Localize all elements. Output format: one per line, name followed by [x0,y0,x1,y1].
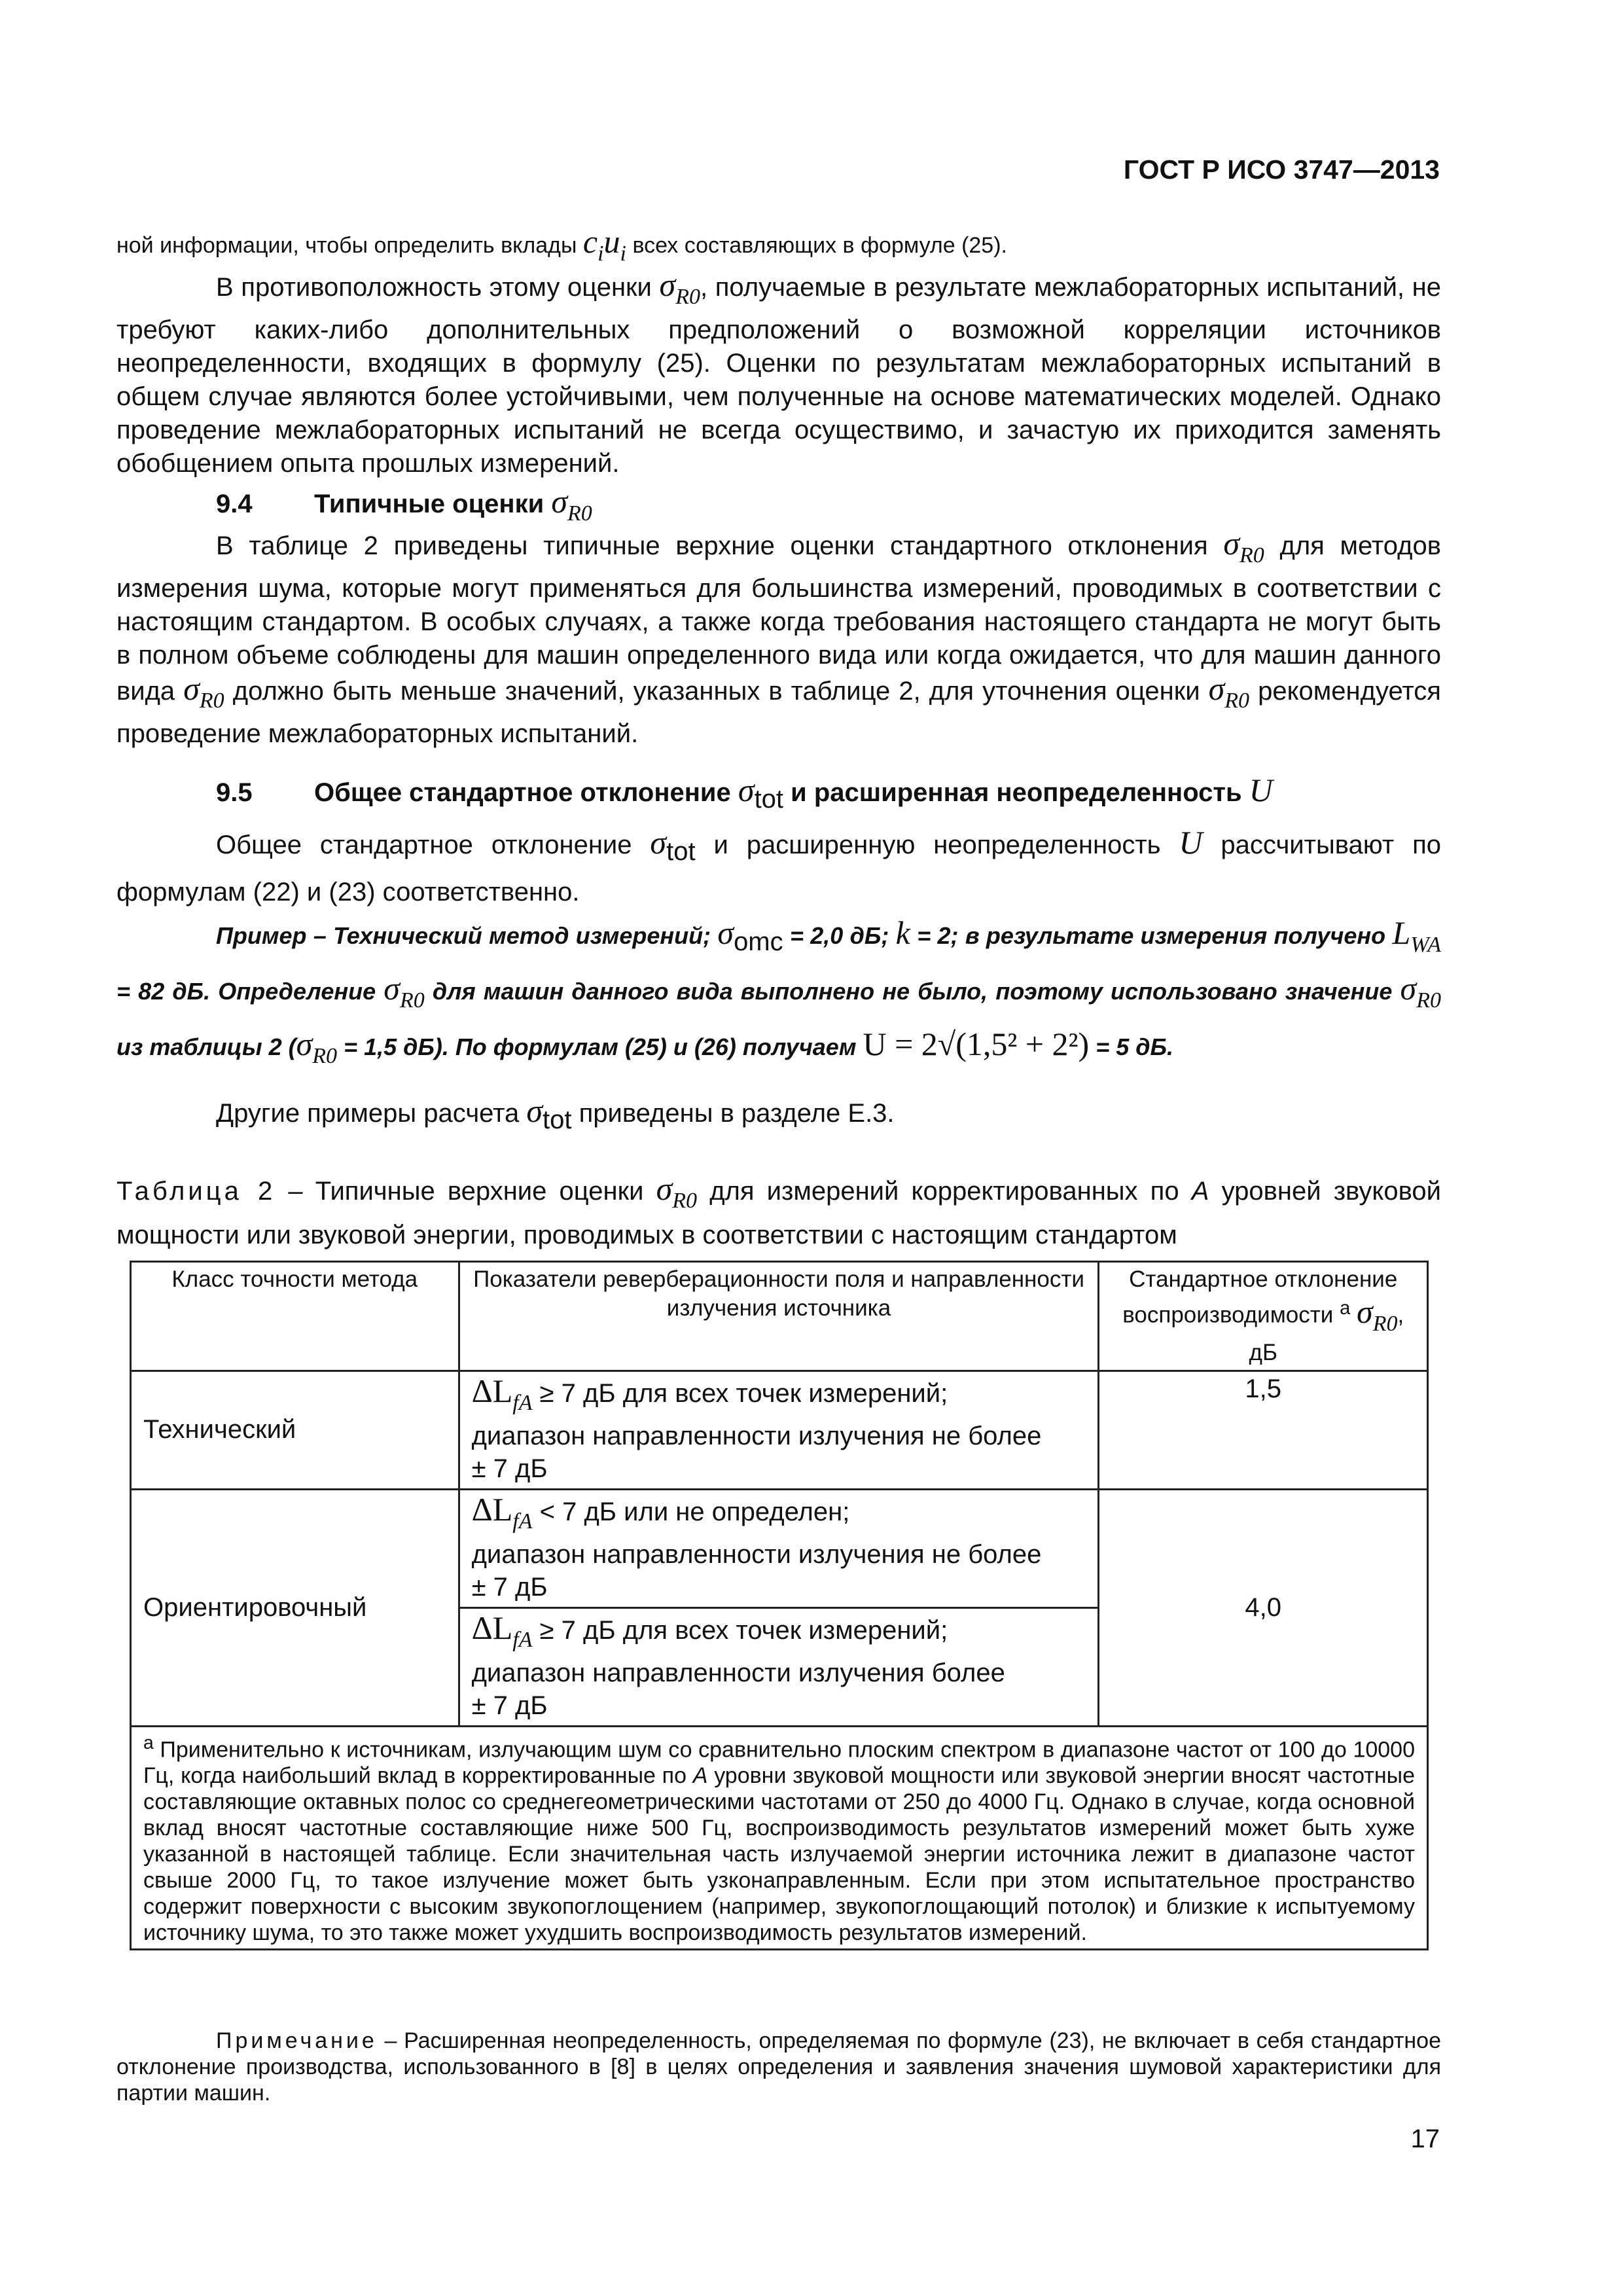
condition-cell: $\Delta L_{fA} < 7$ дБ или не определен; диапазон направленности излучения не более ± 7 дБ [459,1489,1099,1607]
table-footnote-row [131,1726,1428,1949]
header-std-deviation: Стандартное отклонение воспроизводимости $^a$ $\sigma_{R0}$, дБ [1099,1262,1428,1371]
class-cell: Ориентировочный [131,1489,459,1726]
note-paragraph: Примечание – Расширенная неопределенность, определяемая по формуле (23), не включает в себя стандартное отклонение производства, использованного в [8] в целях определения и заявления значения шумовой характеристики для партии машин. [116,2028,1441,2106]
paragraph-interlab: В противоположность этому оценки $\sigma_{R0}$, получаемые в результате межлабораторных испытаний, не требуют каких-либо дополнительных предположений о возможной корреляции источников неопределенности, входящих в формулу (25). Оценки по результатам межлабораторных испытаний в общем случае являются более устойчивыми, чем полученные на основе математических моделей. Однако проведение межлабораторных испытаний не всегда осуществимо, и зачастую их приходится заменять обобщением опыта прошлых измерений. [116,266,1441,478]
table-row [131,1489,1428,1607]
table-2 [130,1261,1429,1950]
continuation-line: ной информации, чтобы определить вклады $c_iu_i$ всех составляющих в формуле (25). [116,223,1007,266]
section-9-4-heading: 9.4 Типичные оценки $\sigma_{R0}$ [216,483,592,526]
ci-ui-symbol: $c_iu_i$ [582,223,626,266]
sigma-r0-symbol: $\sigma_{R0}$ [659,266,700,309]
condition-cell: $\Delta L_{fA} \ge 7$ дБ для всех точек измерений; диапазон направленности излучения более ± 7 дБ [459,1607,1099,1726]
paragraph-other-examples: Другие примеры расчета $\sigma_{tot}$ приведены в разделе Е.3. [216,1092,895,1134]
value-cell: 4,0 [1099,1489,1428,1726]
document-header: ГОСТ Р ИСО 3747—2013 [1123,154,1440,185]
class-cell: Технический [131,1371,459,1489]
value-cell: 1,5 [1099,1371,1428,1489]
table-footnote: $^a$ Применительно к источникам, излучающим шум со сравнительно плоским спектром в диапазоне частот от 100 до 10000 Гц, когда наибольший вклад в корректированные по A уровни звуковой мощности или звуковой энергии вносят частотные составляющие октавных полос со среднегеометрическими частотами от 250 до 4000 Гц. Однако в случае, когда основной вклад вносят частотные составляющие ниже 500 Гц, воспроизводимость результатов измерений может быть хуже указанной в настоящей таблице. Если значительная часть излучаемой энергии источника лежит в диапазоне частот свыше 2000 Гц, то такое излучение может быть узконаправленным. Если при этом испытательное пространство содержит поверхности с высоким звукопоглощением (например, звукопоглощающий потолок) и близкие к испытуемому источнику шума, то это также может ухудшить воспроизводимость результатов измерений. [131,1726,1428,1949]
header-accuracy-class: Класс точности метода [131,1262,459,1371]
condition-cell: $\Delta L_{fA} \ge 7$ дБ для всех точек измерений; диапазон направленности излучения не более ± 7 дБ [459,1371,1099,1489]
example-paragraph: Пример – Технический метод измерений; $\sigma_{omc} = 2,0$ дБ; k = 2; в результате измерения получено $L_{WA} = 82$ дБ. Определение $\sigma_{R0}$ для машин данного вида выполнено не было, поэтому использовано значение $\sigma_{R0}$ из таблицы 2 ($\sigma_{R0} = 1,5$ дБ). По формулам (25) и (26) получаем U = 2√(1,5² + 2²) = 5 дБ. [116,914,1441,1068]
table-header-row [131,1262,1428,1371]
header-indicators: Показатели реверберационности поля и направленности излучения источника [459,1262,1099,1371]
paragraph-total-deviation: Общее стандартное отклонение $\sigma_{tot}$ и расширенную неопределенность U рассчитывают по формулам (22) и (23) соответственно. [116,824,1442,906]
table-caption: Таблица 2 – Типичные верхние оценки $\sigma_{R0}$ для измерений корректированных по A уровней звуковой мощности или звуковой энергии, проводимых в соответствии с настоящим стандартом [116,1170,1442,1249]
paragraph-typical-estimates: В таблице 2 приведены типичные верхние оценки стандартного отклонения $\sigma_{R0}$ для методов измерения шума, которые могут применяться для большинства измерений, проводимых в соответствии с настоящим стандартом. В особых случаях, а также когда требования настоящего стандарта не могут быть в полном объеме соблюдены для машин определенного вида или когда ожидается, что для машин данного вида $\sigma_{R0}$ должно быть меньше значений, указанных в таблице 2, для уточнения оценки $\sigma_{R0}$ рекомендуется проведение межлабораторных испытаний. [116,525,1441,748]
page-number: 17 [1410,2125,1440,2153]
table-row [131,1371,1428,1489]
section-9-5-heading: 9.5 Общее стандартное отклонение $\sigma_{tot}$ и расширенная неопределенность U [216,772,1273,814]
formula-U: U = 2√(1,5² + 2²) [863,1026,1090,1062]
